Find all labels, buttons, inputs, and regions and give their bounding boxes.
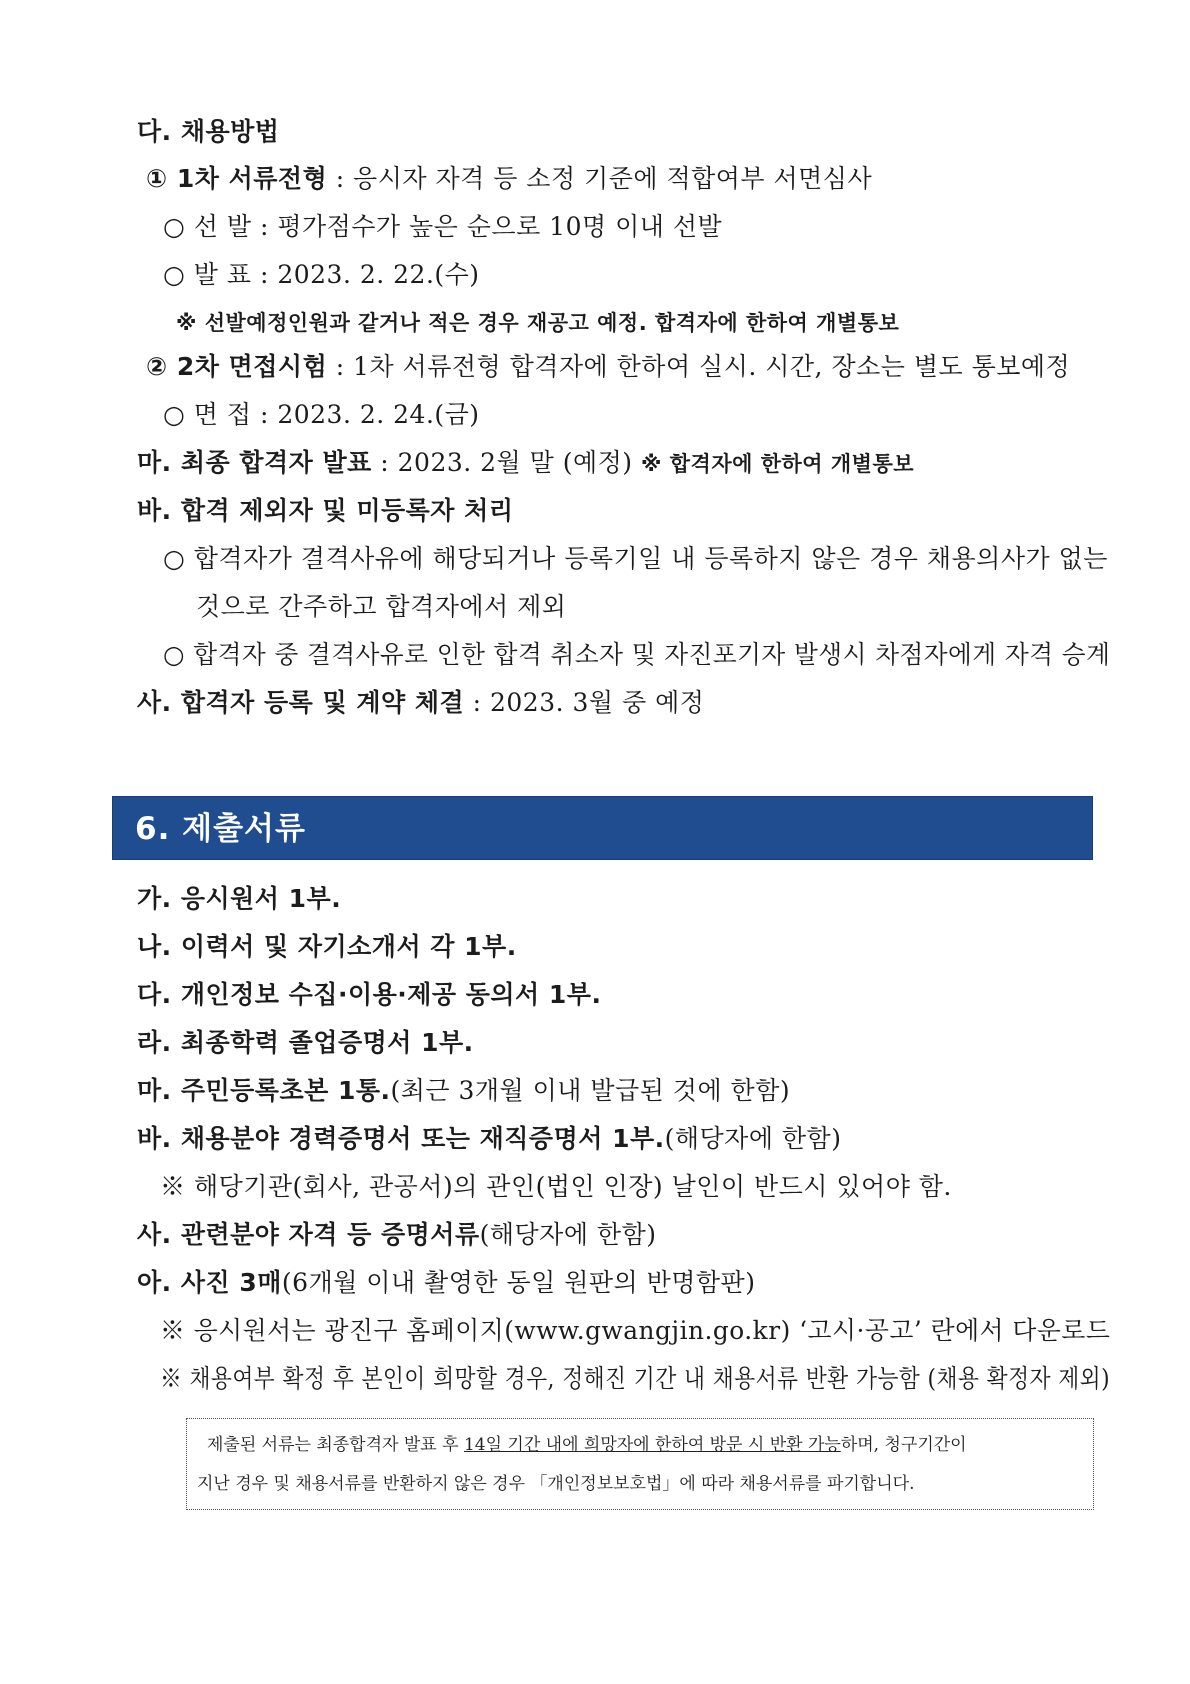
- exclusion-item1-line1: ○ 합격자가 결격사유에 해당되거나 등록기일 내 등록하지 않은 경우 채용의사가 없는: [163, 544, 1108, 573]
- section6-title: 6. 제출서류: [135, 811, 306, 847]
- final-note: ※ 합격자에 한하여 개별통보: [641, 452, 915, 476]
- step1-select: ○ 선 발 : 평가점수가 높은 순으로 10명 이내 선발: [163, 212, 723, 241]
- doc-item-ba-label: 바. 채용분야 경력증명서 또는 재직증명서 1부.: [137, 1124, 665, 1153]
- doc-item-a: [137, 1268, 755, 1298]
- doc-item-ma-text: (최근 3개월 이내 발급된 것에 한함): [390, 1076, 791, 1105]
- return-note: ※ 채용여부 확정 후 본인이 희망할 경우, 정해진 기간 내 채용서류 반환 가능함 (채용 확정자 제외): [160, 1364, 1111, 1393]
- exclusion-item1-line2: 것으로 간주하고 합격자에서 제외: [196, 592, 567, 621]
- doc-item-ma: [137, 1076, 790, 1106]
- doc-item-a-label: 아. 사진 3매: [137, 1268, 282, 1297]
- doc-item-da: 다. 개인정보 수집·이용·제공 동의서 1부.: [137, 980, 602, 1009]
- notice-line2: 지난 경우 및 채용서류를 반환하지 않은 경우 「개인정보보호법」에 따라 채용서류를 파기합니다.: [197, 1474, 915, 1494]
- step2-label: ② 2차 면접시험: [146, 352, 328, 381]
- step2-text: : 1차 서류전형 합격자에 한하여 실시. 시간, 장소는 별도 통보예정: [335, 352, 1071, 381]
- step1-note: ※ 선발예정인원과 같거나 적은 경우 재공고 예정. 합격자에 한하여 개별통보: [176, 311, 900, 335]
- download-note: ※ 응시원서는 광진구 홈페이지(www.gwangjin.go.kr) ‘고시·공고’ 란에서 다운로드: [160, 1316, 1111, 1345]
- exclusion-heading: 바. 합격 제외자 및 미등록자 처리: [137, 496, 514, 525]
- step1-line: [146, 164, 872, 194]
- doc-item-sa-text: (해당자에 한함): [479, 1220, 657, 1249]
- selection-heading: 다. 채용방법: [137, 117, 280, 146]
- doc-item-ma-label: 마. 주민등록초본 1통.: [137, 1076, 391, 1105]
- step1-label: ① 1차 서류전형: [146, 164, 328, 193]
- final-text: : 2023. 2월 말 (예정): [380, 448, 633, 477]
- exclusion-item2: ○ 합격자 중 결격사유로 인한 합격 취소자 및 자진포기자 발생시 차점자에게 자격 승계: [163, 640, 1111, 669]
- return-notice-box: [186, 1418, 1094, 1510]
- section6-header: [112, 796, 1093, 860]
- step2-line: [146, 352, 1070, 382]
- notice-line1-underlined: 14일 기간 내에 희망자에 한하여 방문 시 반환 가능: [463, 1435, 841, 1455]
- doc-item-ba-text: (해당자에 한함): [664, 1124, 842, 1153]
- doc-item-ra: 라. 최종학력 졸업증명서 1부.: [137, 1028, 474, 1057]
- final-line: [137, 448, 914, 479]
- notice-line1: [207, 1434, 967, 1456]
- doc-item-sa: [137, 1220, 656, 1250]
- step1-text: : 응시자 자격 등 소정 기준에 적합여부 서면심사: [335, 164, 873, 193]
- doc-item-sa-label: 사. 관련분야 자격 등 증명서류: [137, 1220, 480, 1249]
- doc-item-ba: [137, 1124, 841, 1154]
- final-label: 마. 최종 합격자 발표: [137, 448, 372, 477]
- doc-item-ga: 가. 응시원서 1부.: [137, 884, 342, 913]
- notice-line1-post: 하며, 청구기간이: [840, 1435, 967, 1455]
- step2-interview: ○ 면 접 : 2023. 2. 24.(금): [163, 400, 480, 429]
- step1-announce: ○ 발 표 : 2023. 2. 22.(수): [163, 260, 480, 289]
- notice-line1-pre: 제출된 서류는 최종합격자 발표 후: [207, 1435, 464, 1455]
- seal-note: ※ 해당기관(회사, 관공서)의 관인(법인 인장) 날인이 반드시 있어야 함.: [160, 1172, 952, 1201]
- contract-line: [137, 688, 704, 718]
- doc-item-na: 나. 이력서 및 자기소개서 각 1부.: [137, 932, 517, 961]
- doc-item-a-text: (6개월 이내 촬영한 동일 원판의 반명함판): [281, 1268, 756, 1297]
- contract-label: 사. 합격자 등록 및 계약 체결: [137, 688, 465, 717]
- contract-text: : 2023. 3월 중 예정: [472, 688, 705, 717]
